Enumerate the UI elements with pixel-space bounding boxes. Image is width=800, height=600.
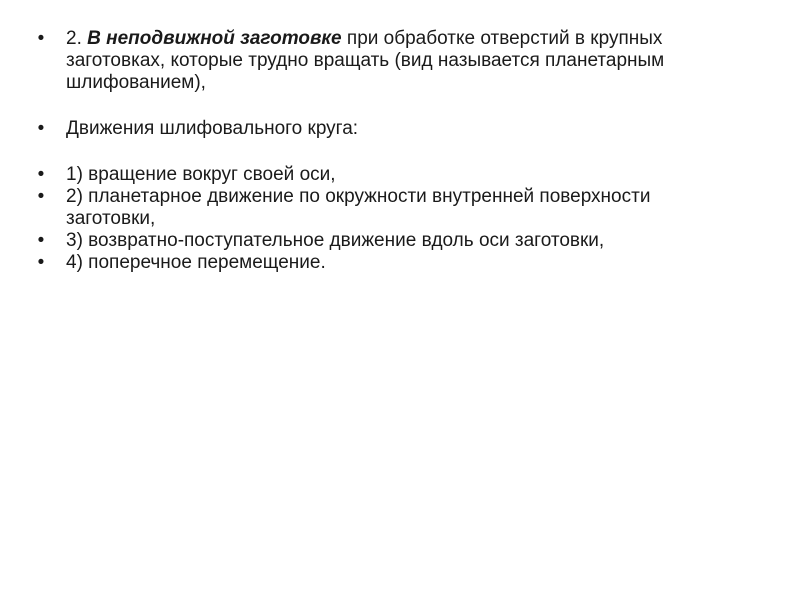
bullet-list [34,28,734,274]
item-emphasis: В неподвижной заготовке [87,28,342,49]
bullet-dot-icon: • [37,186,45,207]
bullet-dot-icon: • [37,28,45,49]
list-item-motion-2 [34,186,734,230]
bullet-dot-icon: • [37,118,45,139]
bullet-dot-icon: • [37,164,45,185]
list-item-planetary-grinding [34,28,734,94]
bullet-dot-icon: • [37,252,45,273]
list-item-motion-3 [34,230,734,252]
item-text: 4) поперечное перемещение. [66,252,326,273]
list-item-wheel-motions-heading [34,118,734,140]
item-text: 1) вращение вокруг своей оси, [66,164,336,185]
item-text: при обработке отверстий в крупных заготовках, которые трудно вращать (вид называется планетарным шлифованием), [66,28,665,93]
item-text: 3) возвратно-поступательное движение вдоль оси заготовки, [66,230,605,251]
list-item-motion-4 [34,252,734,274]
item-text: Движения шлифовального круга: [66,118,359,139]
bullet-dot-icon: • [37,230,45,251]
item-number: 2. [66,28,88,49]
item-text: 2) планетарное движение по окружности внутренней поверхности заготовки, [66,186,651,229]
list-item-motion-1 [34,164,734,186]
